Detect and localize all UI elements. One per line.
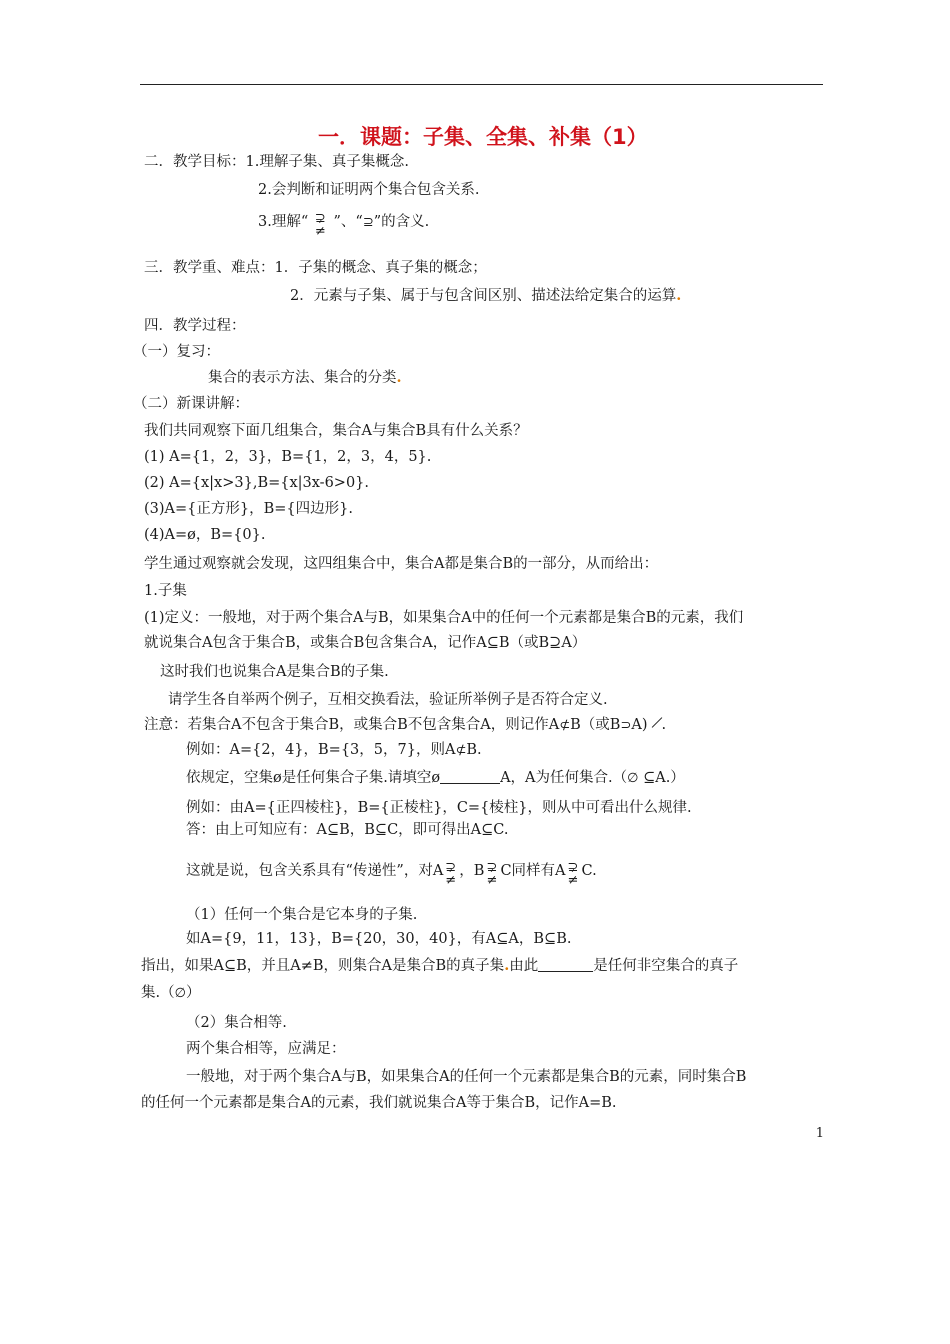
own-subset: （1）任何一个集合是它本身的子集. [186, 907, 418, 923]
example-4: (4)A=ø，B={0}. [144, 527, 266, 543]
definition-line-2: 就说集合A包含于集合B，或集合B包含集合A，记作A⊆B（或B⊇A） [144, 635, 587, 651]
note-line: 注意：若集合A不包含于集合B，或集合B不包含集合A，则记作A⊄B（或B⊃A) . [144, 714, 666, 735]
review-dot: . [396, 369, 402, 386]
equal-def-line-2: 的任何一个元素都是集合A的元素，我们就说集合A等于集合B，记作A=B. [141, 1095, 617, 1111]
proper-superset-symbol: ⊋ ≠ [314, 211, 326, 239]
fill-blank-2[interactable] [538, 957, 593, 972]
ask-students: 请学生各自举两个例子，互相交换看法，验证所举例子是否符合定义. [168, 692, 608, 708]
goal-item-1: 1.理解子集、真子集概念. [245, 154, 409, 170]
equal-condition: 两个集合相等，应满足： [186, 1041, 346, 1057]
example-2: (2) A={x|x>3},B={x|3x-6>0}. [144, 475, 370, 491]
goals-line-1 [144, 153, 409, 171]
newlesson-label: （二）新课讲解： [133, 396, 249, 412]
proper-line: 指出，如果A⊆B，并且A≠B，则集合A是集合B的真子集.由此 是任何非空集合的真子 [141, 957, 739, 974]
proper-superset-symbol-4: ⊋ ≠ [567, 860, 579, 888]
empty-rule: 依规定，空集ø是任何集合子集.请填空ø A，A为任何集合.（∅ ⊆A.） [186, 770, 685, 786]
goal-item-3b: ”、“ [333, 214, 363, 230]
definition-line-1: (1)定义：一般地，对于两个集合A与B，如果集合A中的任何一个元素都是集合B的元素，我们 [144, 610, 744, 626]
subset-heading: 1.子集 [144, 583, 187, 599]
empty-set-symbol: ∅ [627, 771, 639, 786]
goal-item-2: 2.会判断和证明两个集合包含关系. [258, 182, 480, 198]
keypoints-label: 三．教学重、难点： [144, 260, 275, 276]
not-subset-symbol-2: ⊄ [455, 743, 467, 758]
keypoint-2: 2．元素与子集、属于与包含间区别、描述法给定集合的运算 [290, 288, 677, 304]
superset-symbol: ⊇ [362, 215, 374, 230]
review-label: （一）复习： [133, 344, 220, 360]
proper-dot: . [504, 957, 510, 974]
keypoint-1: 1．子集的概念、真子集的概念； [274, 260, 487, 276]
keypoint-2-dot: . [676, 287, 682, 304]
empty-set-symbol-2: ∅ [174, 986, 186, 1001]
transitive-line: 这就是说，包含关系具有“传递性”，对A ⊋ ≠ ，B ⊋ ≠ C同样有A ⊋ ≠ C. [186, 860, 597, 888]
not-subset-symbol: ⊄ [559, 718, 571, 733]
document-title: 一．课题：子集、全集、补集（1） [318, 125, 648, 149]
proper-line-2: 集.（∅） [141, 985, 201, 1001]
keypoints-line-1 [144, 259, 487, 277]
example-b: 例如：由A={正四棱柱}，B={正棱柱}，C={棱柱}，则从中可看出什么规律. [186, 800, 692, 816]
equal-heading: （2）集合相等. [186, 1015, 287, 1031]
example-a: 例如：A={2，4}，B={3，5，7}，则A⊄B. [186, 742, 482, 758]
review-text: 集合的表示方法、集合的分类. [208, 369, 402, 386]
goal-item-3a: 3.理解“ [258, 214, 309, 230]
proper-superset-symbol-2: ⊋ ≠ [445, 860, 457, 888]
goal-item-3c: ”的含义. [373, 214, 430, 230]
superset-symbol-note: ⊃ [620, 718, 632, 733]
strike-slash [648, 714, 662, 732]
proper-superset-symbol-3: ⊋ ≠ [486, 860, 498, 888]
equal-def-line-1: 一般地，对于两个集合A与B，如果集合A的任何一个元素都是集合B的元素，同时集合B [186, 1069, 747, 1085]
answer-text: 答：由上可知应有：A⊆B，B⊆C，即可得出A⊆C. [186, 822, 509, 838]
header-rule [140, 84, 823, 85]
page-number: 1 [815, 1126, 824, 1141]
fill-blank-1[interactable] [440, 769, 500, 784]
example-1: (1) A={1，2，3}，B={1，2，3，4，5}. [144, 449, 432, 465]
goals-line-3 [258, 210, 430, 239]
process-label: 四．教学过程： [144, 318, 246, 334]
own-example: 如A={9，11，13}，B={20，30，40}，有A⊆A，B⊆B. [186, 931, 572, 947]
observe-text: 学生通过观察就会发现，这四组集合中，集合A都是集合B的一部分，从而给出： [144, 556, 659, 572]
keypoints-line-2 [290, 287, 681, 305]
also-text: 这时我们也说集合A是集合B的子集. [160, 664, 389, 680]
goals-label: 二．教学目标： [144, 154, 246, 170]
question: 我们共同观察下面几组集合，集合A与集合B具有什么关系？ [144, 423, 528, 439]
example-3: (3)A={正方形}，B={四边形}. [144, 501, 353, 517]
